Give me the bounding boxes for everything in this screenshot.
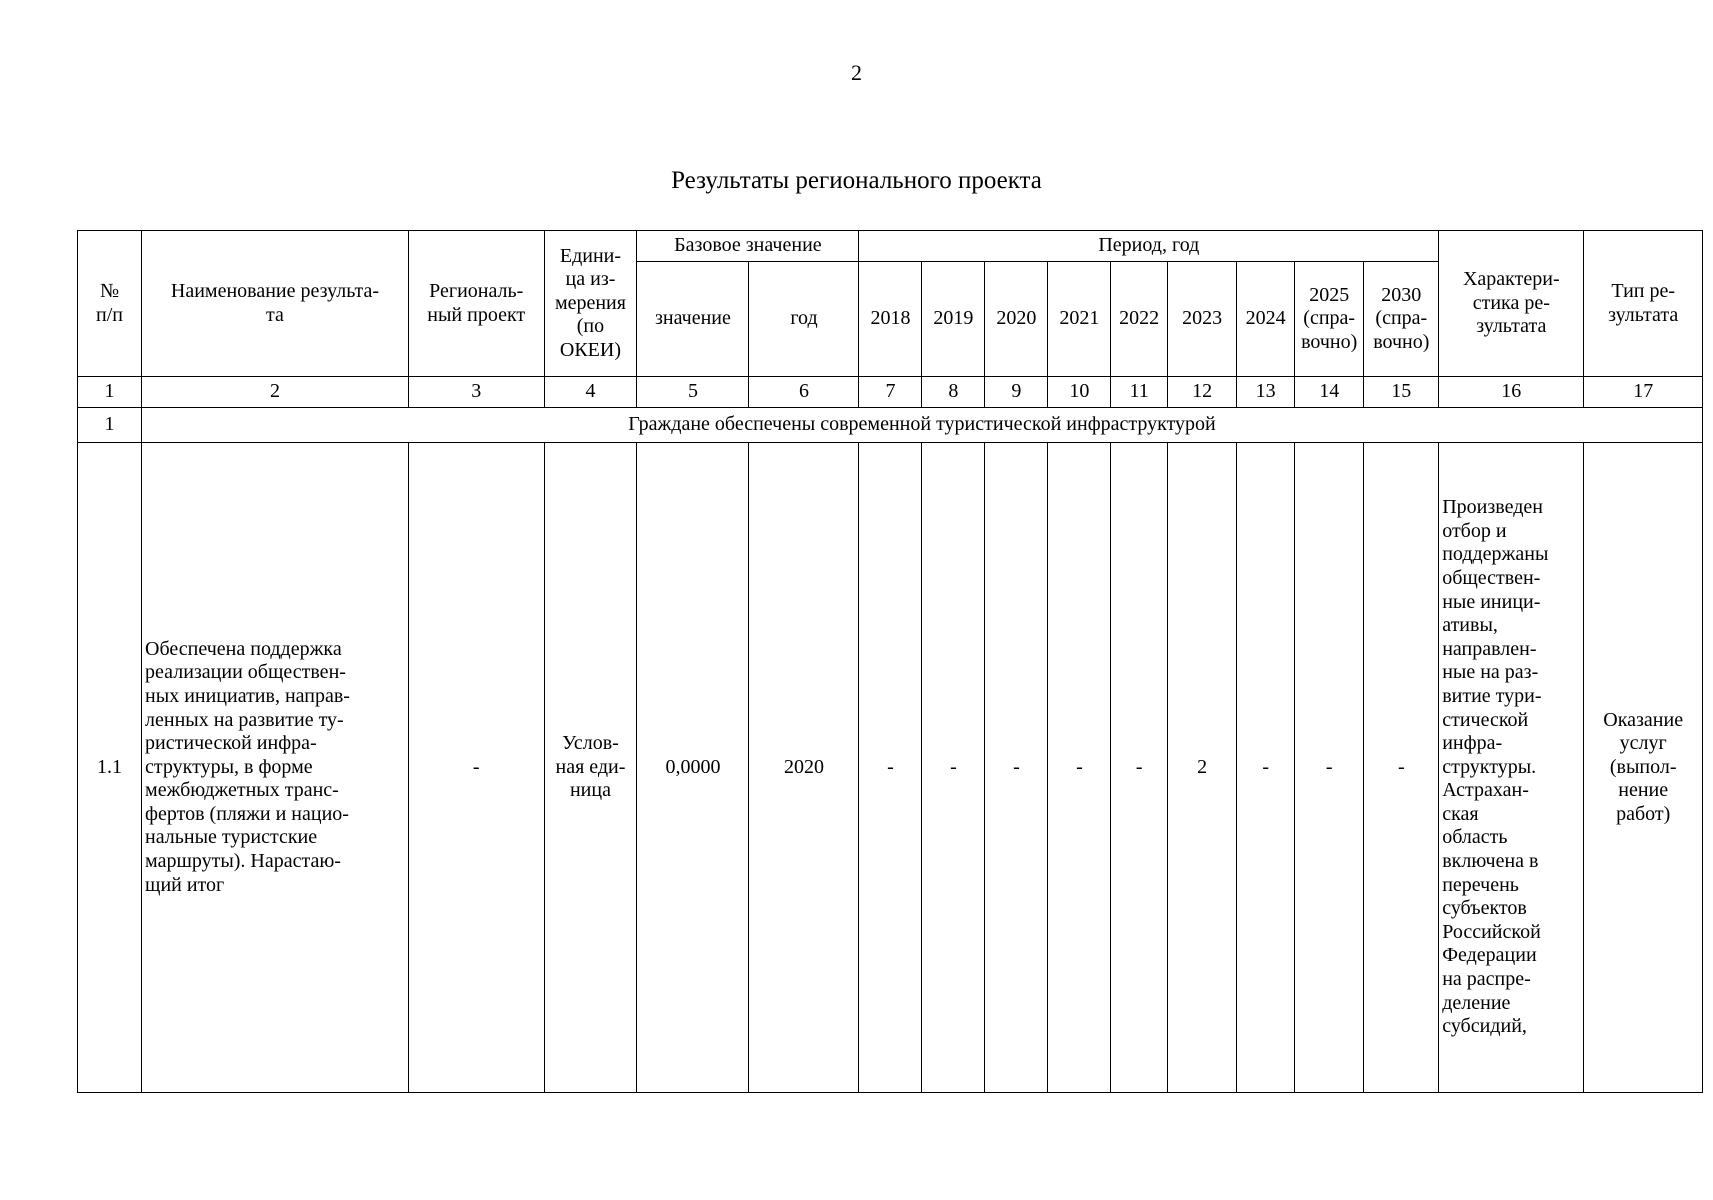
- section-num: 1: [78, 408, 142, 443]
- column-number: 12: [1167, 377, 1236, 408]
- header-base-value: значение: [637, 262, 749, 377]
- header-year: 2022: [1111, 262, 1168, 377]
- column-number: 2: [142, 377, 409, 408]
- header-project: Региональ- ный проект: [408, 231, 544, 377]
- row-type: Оказание услуг (выпол- нение работ): [1584, 443, 1703, 1093]
- column-number: 10: [1048, 377, 1111, 408]
- column-number: 17: [1584, 377, 1703, 408]
- header-year: 2018: [859, 262, 922, 377]
- header-year: 2021: [1048, 262, 1111, 377]
- section-title: Граждане обеспечены современной туристической инфраструктурой: [142, 408, 1703, 443]
- column-number: 16: [1439, 377, 1584, 408]
- row-year-value: -: [1295, 443, 1364, 1093]
- column-number: 13: [1237, 377, 1295, 408]
- header-characteristic: Характери- стика ре- зультата: [1439, 231, 1584, 377]
- column-number: 15: [1364, 377, 1439, 408]
- header-name: Наименование результа- та: [142, 231, 409, 377]
- header-year: 2030 (спра- вочно): [1364, 262, 1439, 377]
- results-table: [77, 230, 1703, 1093]
- row-base-year: 2020: [749, 443, 859, 1093]
- row-base-value: 0,0000: [637, 443, 749, 1093]
- row-year-value: 2: [1167, 443, 1236, 1093]
- row-year-value: -: [1048, 443, 1111, 1093]
- header-year: 2025 (спра- вочно): [1295, 262, 1364, 377]
- row-year-value: -: [922, 443, 985, 1093]
- header-year: 2024: [1237, 262, 1295, 377]
- row-project: -: [408, 443, 544, 1093]
- header-year: 2019: [922, 262, 985, 377]
- row-num: 1.1: [78, 443, 142, 1093]
- row-characteristic: Произведен отбор и поддержаны обществен- ные иници- ативы, направлен- ные на раз- витие тури- стической инфра- структуры. Астрахан- ская область включена в перечень субъектов Российской Федерации на распре- деление субсидий,: [1439, 443, 1584, 1093]
- header-base: Базовое значение: [637, 231, 859, 262]
- header-num: № п/п: [78, 231, 142, 377]
- column-number-row: [78, 377, 1703, 408]
- table-row: [78, 443, 1703, 1093]
- header-base-year: год: [749, 262, 859, 377]
- column-number: 1: [78, 377, 142, 408]
- row-year-value: -: [1237, 443, 1295, 1093]
- row-unit: Услов- ная еди- ница: [544, 443, 637, 1093]
- column-number: 4: [544, 377, 637, 408]
- column-number: 9: [985, 377, 1048, 408]
- row-year-value: -: [1111, 443, 1168, 1093]
- row-name: Обеспечена поддержка реализации обществен- ных инициатив, направ- ленных на развитие ту- ристической инфра- структуры, в форме межбюджетных транс- фертов (пляжи и нацио- нальные туристские маршруты). Нарастаю- щий итог: [142, 443, 409, 1093]
- column-number: 5: [637, 377, 749, 408]
- column-number: 11: [1111, 377, 1168, 408]
- section-row: [78, 408, 1703, 443]
- row-year-value: -: [1364, 443, 1439, 1093]
- header-year: 2023: [1167, 262, 1236, 377]
- page-number: 2: [851, 60, 862, 85]
- row-year-value: -: [859, 443, 922, 1093]
- header-type: Тип ре- зультата: [1584, 231, 1703, 377]
- column-number: 3: [408, 377, 544, 408]
- column-number: 8: [922, 377, 985, 408]
- header-row-top: [78, 231, 1703, 262]
- page-title: Результаты регионального проекта: [671, 167, 1042, 194]
- header-year: 2020: [985, 262, 1048, 377]
- header-unit: Едини- ца из- мерения (по ОКЕИ): [544, 231, 637, 377]
- column-number: 7: [859, 377, 922, 408]
- row-year-value: -: [985, 443, 1048, 1093]
- column-number: 14: [1295, 377, 1364, 408]
- column-number: 6: [749, 377, 859, 408]
- header-period: Период, год: [859, 231, 1439, 262]
